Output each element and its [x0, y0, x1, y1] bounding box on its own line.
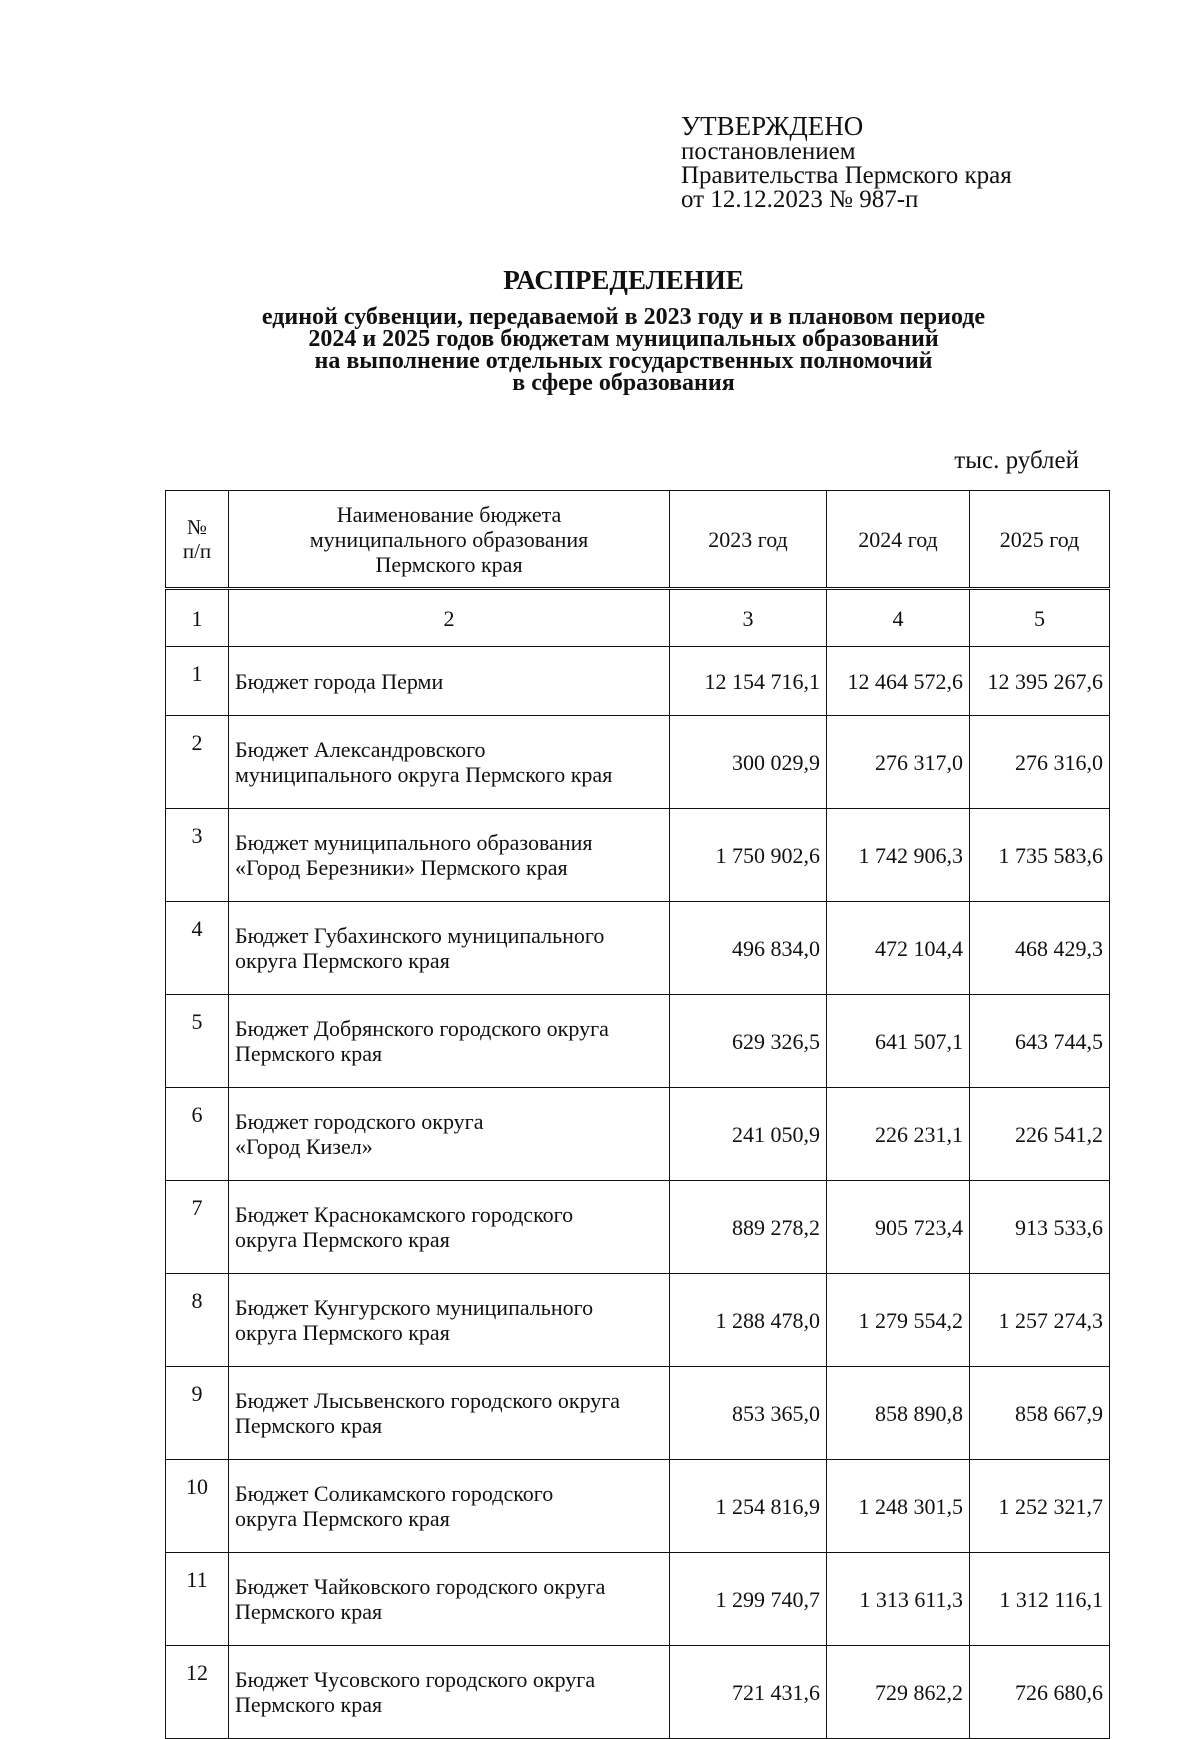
- value-2024: 1 279 554,2: [827, 1274, 970, 1367]
- value-2025: 468 429,3: [970, 902, 1110, 995]
- value-2023: 1 288 478,0: [670, 1274, 827, 1367]
- row-number: 1: [166, 647, 229, 716]
- budget-name-line: округа Пермского края: [235, 1227, 450, 1252]
- budget-name: [229, 995, 670, 1088]
- value-2024: 905 723,4: [827, 1181, 970, 1274]
- header-name-line: муниципального образования: [309, 526, 589, 552]
- value-2023: 721 431,6: [670, 1646, 827, 1739]
- value-2023: 12 154 716,1: [670, 647, 827, 716]
- value-2024: 1 248 301,5: [827, 1460, 970, 1553]
- table-row: [166, 1088, 1110, 1181]
- budget-name-line: Бюджет муниципального образования: [235, 830, 593, 855]
- table-row: [166, 1181, 1110, 1274]
- budget-name-line: Пермского края: [235, 1692, 383, 1717]
- table-row: [166, 1367, 1110, 1460]
- header-number-symbol: №: [186, 515, 208, 539]
- budget-name-line: Бюджет Чайковского городского округа: [235, 1574, 606, 1599]
- value-2023: 496 834,0: [670, 902, 827, 995]
- row-number: 11: [166, 1553, 229, 1646]
- approval-line: постановлением: [681, 138, 856, 165]
- value-2024: 472 104,4: [827, 902, 970, 995]
- table-row: [166, 809, 1110, 902]
- value-2023: 1 254 816,9: [670, 1460, 827, 1553]
- budget-name-line: Бюджет Кунгурского муниципального: [235, 1295, 594, 1320]
- value-2025: 226 541,2: [970, 1088, 1110, 1181]
- budget-name: [229, 1088, 670, 1181]
- row-number: 3: [166, 809, 229, 902]
- subtitle-line: в сфере образования: [512, 370, 735, 396]
- subtitle-line: на выполнение отдельных государственных полномочий: [314, 348, 933, 374]
- column-index-row: [166, 589, 1110, 647]
- budget-name: [229, 809, 670, 902]
- value-2024: 1 742 906,3: [827, 809, 970, 902]
- value-2025: 858 667,9: [970, 1367, 1110, 1460]
- approval-title: УТВЕРЖДЕНО: [681, 111, 864, 141]
- value-2023: 241 050,9: [670, 1088, 827, 1181]
- column-index-cell: 4: [827, 589, 970, 647]
- row-number: 10: [166, 1460, 229, 1553]
- table-body: [166, 647, 1110, 1739]
- column-index-cell: 1: [166, 589, 229, 647]
- budget-name: [229, 902, 670, 995]
- budget-name-line: Бюджет Александровского: [235, 737, 486, 762]
- subtitle-line: 2024 и 2025 годов бюджетам муниципальных образований: [308, 326, 939, 352]
- header-2024: 2024 год: [827, 491, 970, 589]
- budget-name-line: Бюджет Лысьвенского городского округа: [235, 1388, 621, 1413]
- budget-name: [229, 1553, 670, 1646]
- value-2025: 913 533,6: [970, 1181, 1110, 1274]
- budget-name: [229, 716, 670, 809]
- value-2024: 276 317,0: [827, 716, 970, 809]
- row-number: 12: [166, 1646, 229, 1739]
- units-label: тыс. рублей: [954, 447, 1079, 474]
- header-2023: 2023 год: [670, 491, 827, 589]
- budget-name-line: Бюджет Краснокамского городского: [235, 1202, 574, 1227]
- subtitle-line: единой субвенции, передаваемой в 2023 году и в плановом периоде: [261, 304, 986, 330]
- value-2025: 643 744,5: [970, 995, 1110, 1088]
- value-2023: 853 365,0: [670, 1367, 827, 1460]
- value-2025: 1 312 116,1: [970, 1553, 1110, 1646]
- column-index-cell: 5: [970, 589, 1110, 647]
- value-2023: 889 278,2: [670, 1181, 827, 1274]
- budget-name-line: округа Пермского края: [235, 948, 450, 973]
- table-row: [166, 1553, 1110, 1646]
- budget-name-line: Пермского края: [235, 1413, 383, 1438]
- value-2025: 726 680,6: [970, 1646, 1110, 1739]
- distribution-table: [165, 490, 1110, 1739]
- header-budget-name: [229, 491, 670, 589]
- budget-name-line: округа Пермского края: [235, 1506, 450, 1531]
- column-index-cell: 2: [229, 589, 670, 647]
- value-2024: 729 862,2: [827, 1646, 970, 1739]
- value-2024: 226 231,1: [827, 1088, 970, 1181]
- value-2024: 12 464 572,6: [827, 647, 970, 716]
- approval-stamp: [681, 113, 1012, 212]
- header-2025: 2025 год: [970, 491, 1110, 589]
- value-2023: 300 029,9: [670, 716, 827, 809]
- budget-name-line: Бюджет города Перми: [235, 668, 444, 694]
- row-number: 6: [166, 1088, 229, 1181]
- value-2024: 858 890,8: [827, 1367, 970, 1460]
- table-row: [166, 1274, 1110, 1367]
- budget-name: [229, 1367, 670, 1460]
- budget-name-line: Бюджет Соликамского городского: [235, 1481, 554, 1506]
- row-number: 9: [166, 1367, 229, 1460]
- document-title: РАСПРЕДЕЛЕНИЕ: [503, 265, 744, 295]
- column-index-cell: 3: [670, 589, 827, 647]
- value-2025: 1 257 274,3: [970, 1274, 1110, 1367]
- budget-name: [229, 647, 670, 716]
- budget-name-line: Бюджет Добрянского городского округа: [235, 1016, 609, 1041]
- budget-name-line: Пермского края: [235, 1041, 383, 1066]
- value-2023: 1 299 740,7: [670, 1553, 827, 1646]
- budget-name-line: «Город Кизел»: [235, 1134, 373, 1159]
- row-number: 5: [166, 995, 229, 1088]
- table-row: [166, 902, 1110, 995]
- value-2025: 1 735 583,6: [970, 809, 1110, 902]
- header-number-abbr: п/п: [182, 539, 212, 563]
- table-row: [166, 1646, 1110, 1739]
- table-row: [166, 995, 1110, 1088]
- budget-name: [229, 1460, 670, 1553]
- value-2023: 1 750 902,6: [670, 809, 827, 902]
- row-number: 8: [166, 1274, 229, 1367]
- table-row: [166, 1460, 1110, 1553]
- budget-name: [229, 1274, 670, 1367]
- value-2024: 641 507,1: [827, 995, 970, 1088]
- value-2025: 12 395 267,6: [970, 647, 1110, 716]
- budget-name: [229, 1646, 670, 1739]
- header-name-line: Наименование бюджета: [336, 501, 562, 527]
- budget-name: [229, 1181, 670, 1274]
- value-2025: 276 316,0: [970, 716, 1110, 809]
- header-number: [166, 491, 229, 589]
- table-row: [166, 716, 1110, 809]
- value-2025: 1 252 321,7: [970, 1460, 1110, 1553]
- table-row: [166, 647, 1110, 716]
- document-subtitle: [150, 306, 1097, 394]
- header-name-line: Пермского края: [375, 551, 523, 577]
- budget-name-line: Бюджет Чусовского городского округа: [235, 1667, 596, 1692]
- budget-name-line: округа Пермского края: [235, 1320, 450, 1345]
- approval-line: Правительства Пермского края: [681, 162, 1012, 189]
- budget-name-line: Бюджет Губахинского муниципального: [235, 923, 605, 948]
- value-2024: 1 313 611,3: [827, 1553, 970, 1646]
- approval-line: от 12.12.2023 № 987-п: [681, 186, 919, 213]
- budget-name-line: Пермского края: [235, 1599, 383, 1624]
- value-2023: 629 326,5: [670, 995, 827, 1088]
- budget-name-line: Бюджет городского округа: [235, 1109, 484, 1134]
- row-number: 2: [166, 716, 229, 809]
- budget-name-line: «Город Березники» Пермского края: [235, 855, 568, 880]
- row-number: 4: [166, 902, 229, 995]
- row-number: 7: [166, 1181, 229, 1274]
- budget-name-line: муниципального округа Пермского края: [235, 762, 613, 787]
- table-header-row: [166, 491, 1110, 589]
